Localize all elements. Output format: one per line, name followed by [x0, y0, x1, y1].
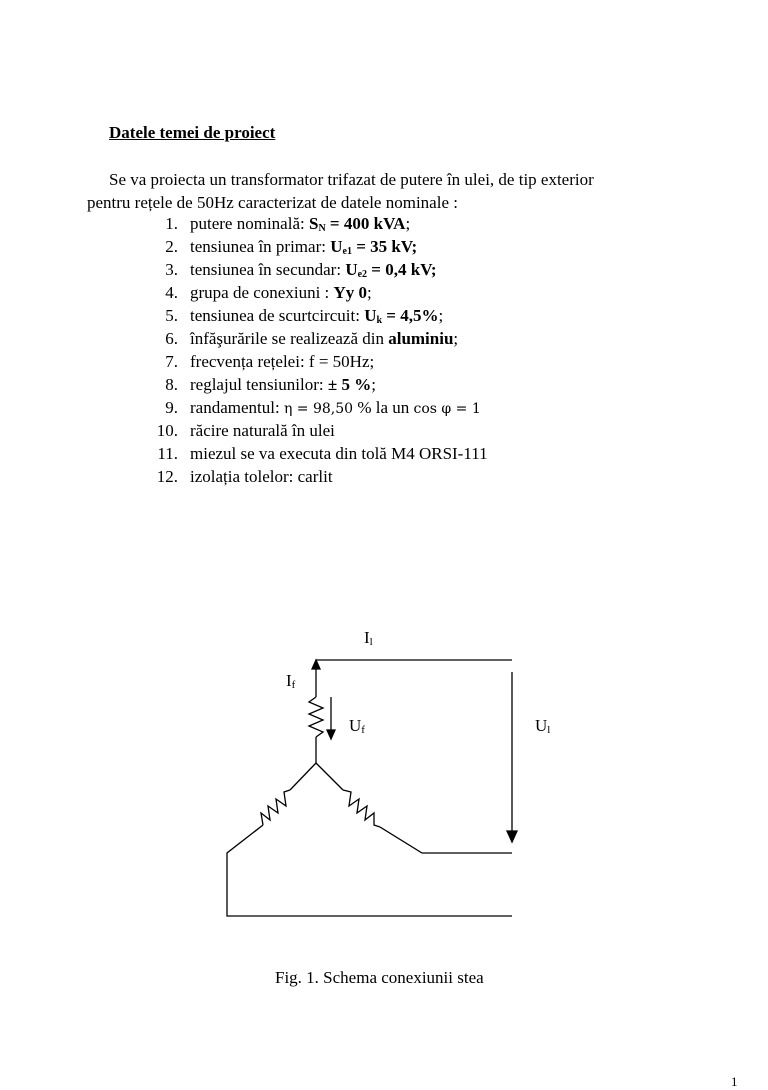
page-number: 1: [731, 1074, 738, 1089]
resistor-phase-top: [309, 697, 323, 737]
list-item: 2. tensiunea în primar: $U_{e1} = 35$ kV;: [165, 237, 418, 257]
section-heading: Datele temei de proiect: [109, 123, 276, 142]
list-item: 7. frecvența rețelei: f = 50Hz;: [165, 352, 375, 371]
list-item: 1. putere nominală: $S_N = 400$ kVA;: [165, 214, 411, 234]
list-item: 6. înfăşurările se realizează din aluminiu;: [165, 329, 459, 348]
efficiency-formula: η = 98,50: [283, 401, 354, 417]
resistor-phase-right: [343, 790, 380, 827]
label-line-voltage: $U_l$: [535, 716, 551, 736]
figure-caption: Fig. 1. Schema conexiunii stea: [275, 968, 484, 987]
label-line-current: $I_l$: [364, 628, 373, 648]
list-item: 10. răcire naturală în ulei: [156, 421, 335, 440]
power-factor-formula: cos φ = 1: [413, 401, 481, 417]
list-item: 5. tensiunea de scurtcircuit: $U_k = 4,5\%$;: [165, 306, 444, 326]
intro-line-2: pentru rețele de 50Hz caracterizat de datele nominale :: [87, 193, 458, 212]
intro-line-1: Se va proiecta un transformator trifazat de putere în ulei, de tip exterior: [109, 170, 594, 189]
label-phase-current: $I_f$: [286, 671, 296, 691]
list-item: 12. izolația tolelor: carlit: [156, 467, 333, 486]
list-item: 3. tensiunea în secundar: $U_{e2} = 0,4$ kV;: [165, 260, 437, 280]
list-item: 11. miezul se va executa din tolă M4 ORSI-111: [157, 444, 488, 463]
resistor-phase-left: [261, 790, 290, 825]
list-item: 9. randamentul: η = 98,50 % la un cos φ = 1: [165, 398, 481, 417]
label-phase-voltage: $U_f$: [349, 716, 365, 736]
list-item: 4. grupa de conexiuni : Yy 0;: [165, 283, 372, 302]
list-item: 8. reglajul tensiunilor: ± 5 %;: [165, 375, 376, 394]
